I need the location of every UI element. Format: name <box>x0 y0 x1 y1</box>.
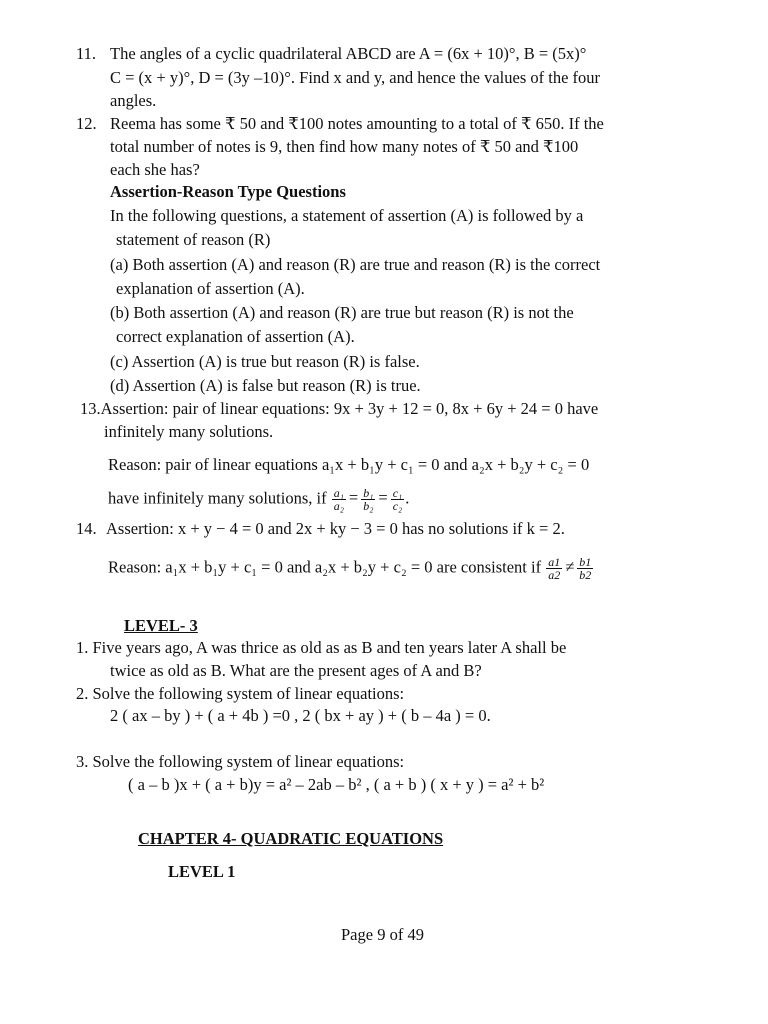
l3-q2-equations: 2 ( ax – by ) + ( a + 4b ) =0 , 2 ( bx + ay ) + ( b – 4a ) = 0. <box>110 706 491 725</box>
fraction-b-numerator: b₁ <box>363 486 374 500</box>
equals-sign-1: = <box>348 488 359 508</box>
fraction-a-numerator: a₁ <box>333 486 344 500</box>
fraction-b-ratio <box>577 556 593 581</box>
option-a-line-1: (a) Both assertion (A) and reason (R) are true and reason (R) is the correct <box>110 255 601 274</box>
assertion-reason-heading: Assertion-Reason Type Questions <box>110 182 346 201</box>
equals-sign-2: = <box>378 488 388 508</box>
q12-line-1: Reema has some ₹ 50 and ₹100 notes amounting to a total of ₹ 650. If the <box>110 114 604 133</box>
fraction-b2: b2 <box>579 568 592 582</box>
option-a-line-2: explanation of assertion (A). <box>116 279 305 298</box>
level-3-heading: LEVEL- 3 <box>124 616 198 635</box>
q13-assertion-line-1: 13.Assertion: pair of linear equations: 9x + 3y + 12 = 0, 8x + 6y + 24 = 0 have <box>80 399 599 418</box>
q11-line-1: The angles of a cyclic quadrilateral ABCD are A = (6x + 10)°, B = (5x)° <box>110 44 587 63</box>
q14-reason-text: Reason: a₁x + b₁y + c₁ = 0 and a₂x + b₂y + c₂ = 0 are consistent if <box>108 557 542 577</box>
fraction-b1: b1 <box>579 555 592 569</box>
fraction-c-numerator: c₁ <box>392 486 403 500</box>
q13-reason-text: have infinitely many solutions, if <box>108 488 327 508</box>
fraction-b <box>361 487 375 512</box>
q11-number: 11. <box>76 44 97 63</box>
q14-number: 14. <box>76 519 97 538</box>
l3-q3-equations: ( a – b )x + ( a + b)y = a² – 2ab – b² , ( a + b ) ( x + y ) = a² + b² <box>128 775 545 794</box>
q14-reason <box>108 556 594 581</box>
fraction-a-ratio <box>546 556 562 581</box>
ar-intro-line-1: In the following questions, a statement of assertion (A) is followed by a <box>110 206 584 225</box>
q13-assertion-line-2: infinitely many solutions. <box>104 422 274 441</box>
q12-line-3: each she has? <box>110 160 200 179</box>
q12-number: 12. <box>76 114 97 133</box>
l3-q1-line-1: 1. Five years ago, A was thrice as old as as B and ten years later A shall be <box>76 638 567 657</box>
l3-q2-line-1: 2. Solve the following system of linear equations: <box>76 684 405 703</box>
fraction-c <box>391 487 405 512</box>
fraction-a-denominator: a₂ <box>333 499 344 513</box>
fraction-c-denominator: c₂ <box>392 499 403 513</box>
ar-intro-line-2: statement of reason (R) <box>116 230 271 249</box>
option-d: (d) Assertion (A) is false but reason (R) is true. <box>110 376 421 395</box>
l3-q1-line-2: twice as old as B. What are the present ages of A and B? <box>110 661 482 680</box>
q13-reason-line-2 <box>108 487 409 512</box>
period: . <box>405 488 410 508</box>
q12-line-2: total number of notes is 9, then find how many notes of ₹ 50 and ₹100 <box>110 137 579 156</box>
q11-line-2: C = (x + y)°, D = (3y –10)°. Find x and y, and hence the values of the four <box>110 68 601 87</box>
option-b-line-1: (b) Both assertion (A) and reason (R) are true but reason (R) is not the <box>110 303 574 322</box>
q13-reason-line-1: Reason: pair of linear equations a₁x + b₁y + c₁ = 0 and a₂x + b₂y + c₂ = 0 <box>108 455 590 474</box>
fraction-a1: a1 <box>548 555 561 569</box>
q11-line-3: angles. <box>110 91 157 110</box>
l3-q3-line-1: 3. Solve the following system of linear equations: <box>76 752 405 771</box>
fraction-b-denominator: b₂ <box>363 499 374 513</box>
chapter-title: CHAPTER 4- QUADRATIC EQUATIONS <box>138 829 444 848</box>
q14-assertion: Assertion: x + y − 4 = 0 and 2x + ky − 3 = 0 has no solutions if k = 2. <box>106 519 565 538</box>
fraction-a <box>332 487 346 512</box>
option-b-line-2: correct explanation of assertion (A). <box>116 327 355 346</box>
fraction-a2: a2 <box>548 568 561 582</box>
option-c: (c) Assertion (A) is true but reason (R) is false. <box>110 352 420 371</box>
not-equal-sign: ≠ <box>565 557 575 577</box>
chapter-level-heading: LEVEL 1 <box>168 862 236 881</box>
page-number: Page 9 of 49 <box>341 925 424 944</box>
